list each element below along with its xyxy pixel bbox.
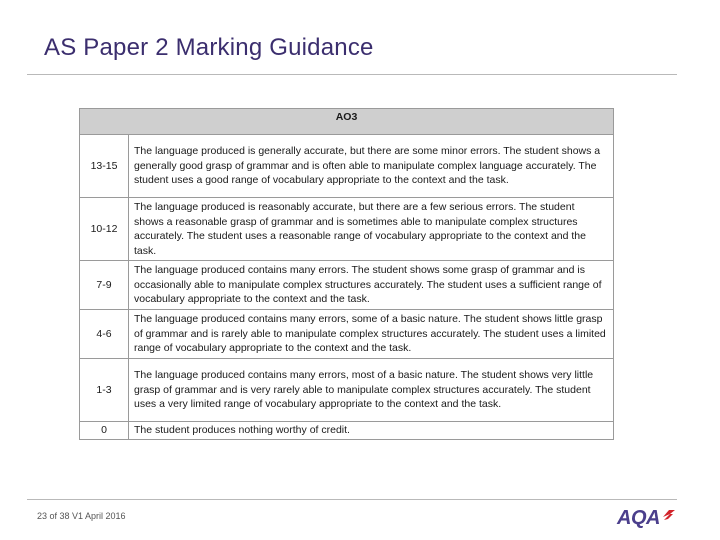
table-row [80, 135, 614, 198]
mark-band: 10-12 [80, 198, 129, 261]
band-descriptor: The language produced contains many errors, most of a basic nature. The student shows very little grasp of grammar and is very rarely able to manipulate complex structures accurately. The student uses a very limited range of vocabulary appropriate to the context and the task. [129, 359, 614, 422]
mark-band: 13-15 [80, 135, 129, 198]
band-descriptor: The language produced contains many errors, some of a basic nature. The student shows little grasp of grammar and is rarely able to manipulate complex structures accurately. The student uses a limited range of vocabulary appropriate to the context and the task. [129, 310, 614, 359]
page-title: AS Paper 2 Marking Guidance [44, 34, 374, 61]
table-row [80, 422, 614, 440]
logo-wordmark: AQA [617, 506, 660, 529]
table-row [80, 310, 614, 359]
aqa-logo [617, 504, 676, 532]
table-header-row [80, 109, 614, 135]
band-descriptor: The language produced contains many errors. The student shows some grasp of grammar and is occasionally able to manipulate complex structures accurately. The student uses a sufficient range of vocabulary appropriate to the context and the task. [129, 261, 614, 310]
band-descriptor: The language produced is generally accurate, but there are some minor errors. The student shows a generally good grasp of grammar and is often able to manipulate complex language accurately. The student uses a good range of vocabulary appropriate to the context and the task. [129, 135, 614, 198]
mark-band: 1-3 [80, 359, 129, 422]
table-row [80, 261, 614, 310]
table-row [80, 359, 614, 422]
mark-band: 7-9 [80, 261, 129, 310]
table-row [80, 198, 614, 261]
mark-band: 4-6 [80, 310, 129, 359]
ao3-heading: AO3 [80, 109, 614, 135]
title-divider [27, 74, 677, 75]
band-descriptor: The student produces nothing worthy of credit. [129, 422, 614, 440]
mark-band: 0 [80, 422, 129, 440]
page-info: 23 of 38 V1 April 2016 [37, 511, 126, 521]
logo-swoosh-icon [662, 508, 676, 522]
band-descriptor: The language produced is reasonably accurate, but there are a few serious errors. The student shows a reasonable grasp of grammar and is sometimes able to manipulate complex structures accurately. The student uses a reasonable range of vocabulary appropriate to the context and the task. [129, 198, 614, 261]
ao3-marking-table [79, 108, 614, 440]
footer-divider [27, 499, 677, 500]
